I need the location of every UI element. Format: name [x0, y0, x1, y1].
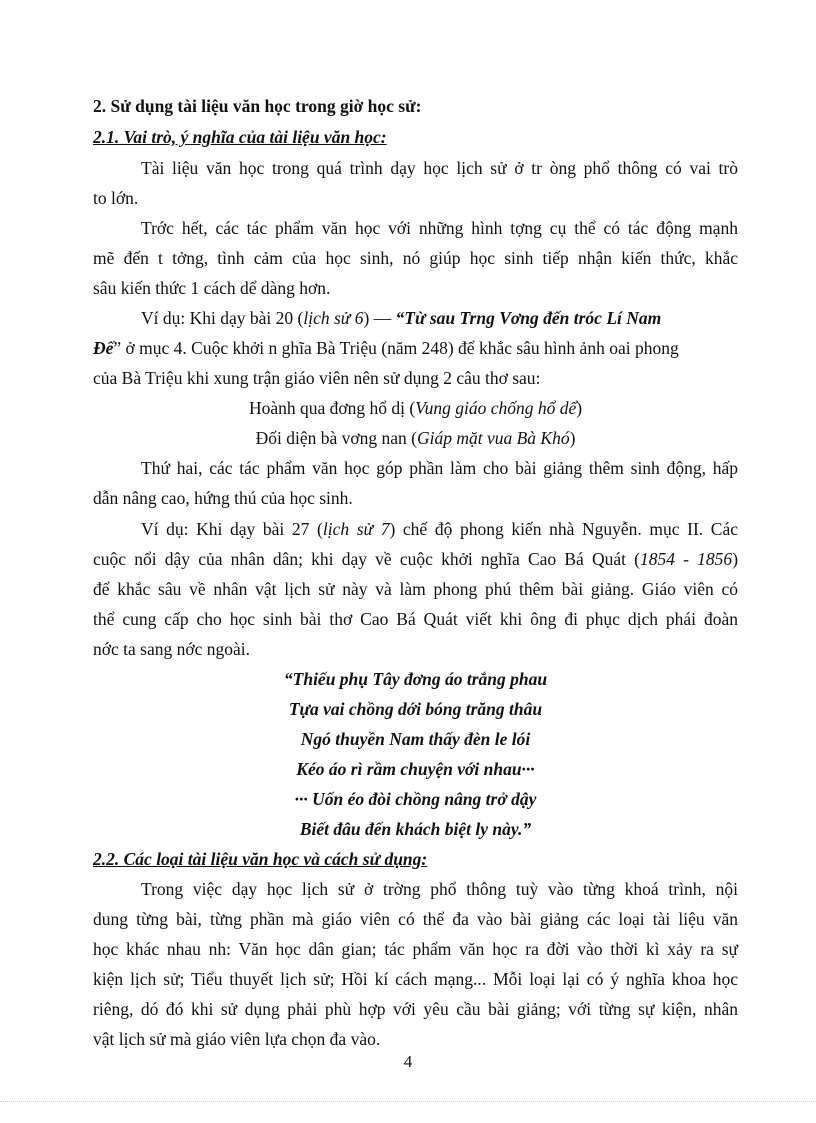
poem-line-1: “Thiếu phụ Tây đơng áo trắng phau	[283, 669, 548, 689]
paragraph-3-line-1: Thứ hai, các tác phẩm văn học góp phần làm cho bài giảng thêm sinh động, hấp	[141, 458, 738, 478]
paragraph-2-line-2: mẽ đến t tởng, tình cảm của học sinh, nó giúp học sinh tiếp nhận kiến thức, khắc	[93, 248, 738, 268]
poem-line-3: Ngó thuyền Nam thấy đèn le lói	[300, 729, 531, 749]
poem-line-4: Kéo áo rì rầm chuyện với nhau···	[296, 759, 535, 779]
page-bottom-border	[0, 1101, 816, 1102]
poem-line-2: Tựa vai chồng dới bóng trăng thâu	[288, 699, 543, 719]
verse-1-line-2: Đối diện bà vơng nan (Giáp mặt vua Bà Khó)	[255, 428, 576, 448]
subsection-heading-2-2: 2.2. Các loại tài liệu văn học và cách sử dụng:	[93, 849, 428, 869]
paragraph-4-line-3: học khác nhau nh: Văn học dân gian; tác phẩm văn học ra đời vào thời kì xảy ra sự	[93, 939, 738, 959]
verse-1-line-1: Hoành qua đơng hổ dị (Vung giáo chống hổ dể)	[248, 398, 583, 418]
poem-line-5: ··· Uốn éo đòi chồng nâng trở dậy	[294, 789, 537, 809]
paragraph-4-line-5: riêng, dó đó khi sử dụng phải phù hợp với yêu cầu bài giảng; với từng sự kiện, nhân	[93, 999, 738, 1019]
paragraph-1-line-1: Tài liệu văn học trong quá trình dạy học lịch sử ở tr òng phổ thông có vai trò	[141, 158, 738, 178]
paragraph-3-line-2: dẫn nâng cao, hứng thú của học sinh.	[93, 488, 353, 508]
example-2-line-3: để khắc sâu về nhân vật lịch sử này và làm phong phú thêm bài giảng. Giáo viên có	[93, 579, 738, 599]
example-2-line-4: thể cung cấp cho học sinh bài thơ Cao Bá Quát viết khi ông đi phục dịch phái đoàn	[93, 609, 738, 629]
example-1-line-2: Đế” ở mục 4. Cuộc khởi n ghĩa Bà Triệu (năm 248) để khắc sâu hình ảnh oai phong	[93, 338, 679, 358]
page-number: 4	[403, 1052, 413, 1071]
paragraph-4-line-6: vật lịch sử mà giáo viên lựa chọn đa vào.	[93, 1029, 381, 1049]
example-1-line-1: Ví dụ: Khi dạy bài 20 (lịch sử 6) — “Từ sau Trng Vơng đến tróc Lí Nam	[141, 308, 662, 328]
example-2-line-5: nớc ta sang nớc ngoài.	[93, 639, 251, 659]
poem-line-6: Biết đâu đến khách biệt ly này.”	[299, 819, 532, 839]
subsection-heading-2-1: 2.1. Vai trò, ý nghĩa của tài liệu văn học:	[93, 127, 387, 147]
paragraph-4-line-1: Trong việc dạy học lịch sử ở trờng phổ thông tuỳ vào từng khoá trình, nội	[141, 879, 738, 899]
paragraph-2-line-3: sâu kiến thức 1 cách dể dàng hơn.	[93, 278, 331, 298]
paragraph-4-line-2: dung từng bài, từng phần mà giáo viên có thể đa vào bài giảng các loại tài liệu văn	[93, 909, 738, 929]
paragraph-2-line-1: Trớc hết, các tác phẩm văn học với những hình tợng cụ thể có tác động mạnh	[141, 218, 738, 238]
paragraph-4-line-4: kiện lịch sử; Tiểu thuyết lịch sử; Hồi kí cách mạng... Mỗi loại lại có ý nghĩa khoa học	[93, 969, 738, 989]
example-2-line-1: Ví dụ: Khi dạy bài 27 (lịch sử 7) chế độ phong kiến nhà Nguyễn. mục II. Các	[141, 519, 738, 539]
section-heading-2: 2. Sử dụng tài liệu văn học trong giờ học sử:	[93, 96, 422, 116]
example-2-line-2: cuộc nổi dậy của nhân dân; khi dạy về cuộc khởi nghĩa Cao Bá Quát (1854 - 1856)	[93, 549, 739, 569]
paragraph-1-line-2: to lớn.	[93, 188, 139, 208]
example-1-line-3: của Bà Triệu khi xung trận giáo viên nên sử dụng 2 câu thơ sau:	[93, 368, 541, 388]
